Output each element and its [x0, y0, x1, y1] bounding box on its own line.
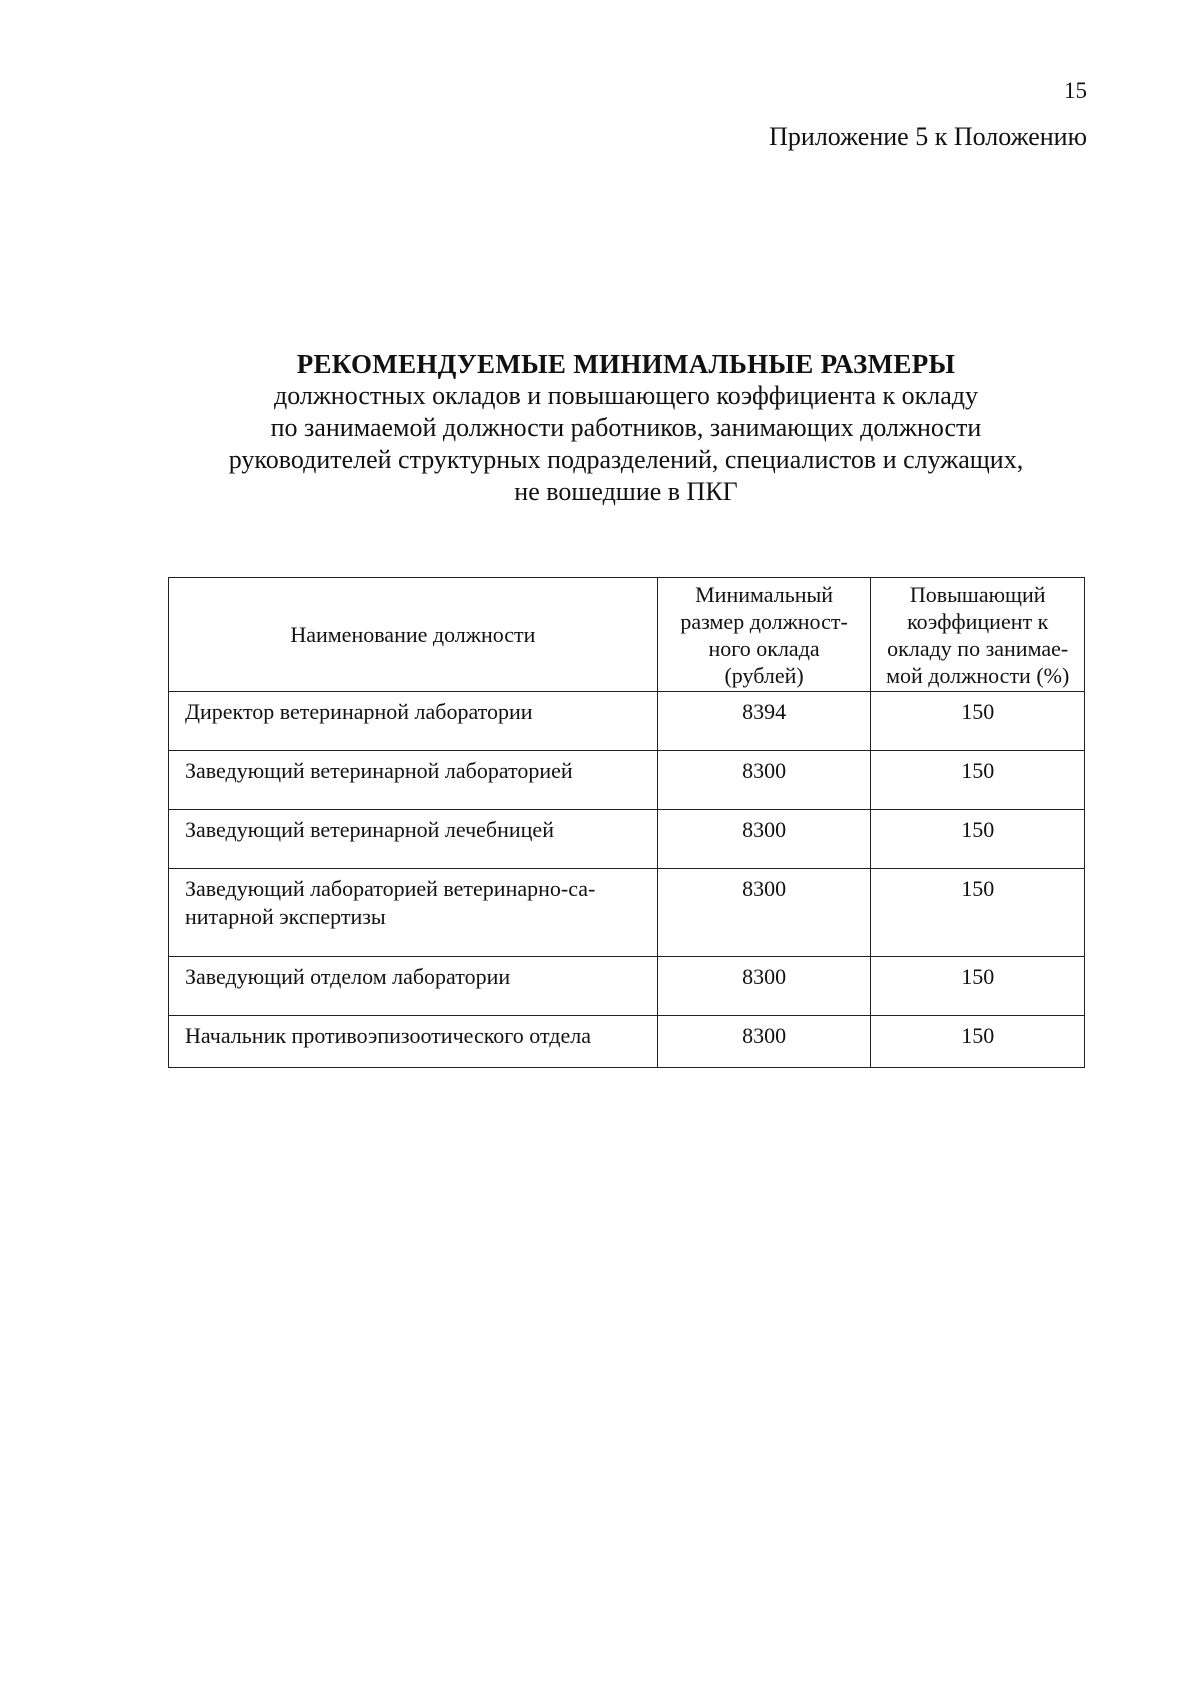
page-number: 15	[1064, 78, 1087, 103]
document-title: РЕКОМЕНДУЕМЫЕ МИНИМАЛЬНЫЕ РАЗМЕРЫ	[296, 349, 956, 379]
subtitle-line: не вошедшие в ПКГ	[514, 477, 738, 506]
min-salary: 8300	[657, 957, 871, 1016]
position-name: Заведующий ветеринарной лечебницей	[169, 810, 658, 869]
min-salary: 8300	[657, 751, 871, 810]
position-name: Директор ветеринарной лаборатории	[169, 692, 658, 751]
table-row	[169, 810, 1085, 869]
table-row	[169, 1016, 1085, 1068]
header-min-salary	[657, 578, 871, 692]
header-coefficient-line: коэффициент к	[907, 608, 1049, 634]
coefficient: 150	[871, 751, 1085, 810]
subtitle-line: должностных окладов и повышающего коэффициента к окладу	[273, 381, 979, 410]
table-row	[169, 692, 1085, 751]
coefficient: 150	[871, 957, 1085, 1016]
min-salary: 8300	[657, 810, 871, 869]
header-min-salary-line: ного оклада	[708, 635, 820, 661]
header-coefficient-line: Повышающий	[909, 581, 1046, 607]
header-coefficient-line: окладу по занимае-	[887, 635, 1069, 661]
subtitle-line: по занимаемой должности работников, занимающих должности	[270, 413, 982, 442]
table-row	[169, 751, 1085, 810]
position-name: Заведующий ветеринарной лабораторией	[169, 751, 658, 810]
position-name	[169, 869, 658, 957]
min-salary: 8300	[657, 1016, 871, 1068]
header-min-salary-line: Минимальный	[695, 581, 834, 607]
appendix-reference: Приложение 5 к Положению	[769, 122, 1087, 151]
min-salary: 8300	[657, 869, 871, 957]
min-salary: 8394	[657, 692, 871, 751]
positions-table	[168, 577, 1085, 1068]
header-min-salary-line: (рублей)	[724, 662, 804, 688]
coefficient: 150	[871, 869, 1085, 957]
subtitle-line: руководителей структурных подразделений, специалистов и служащих,	[228, 445, 1024, 474]
coefficient: 150	[871, 810, 1085, 869]
document-title-block	[0, 348, 1200, 508]
header-min-salary-line: размер должност-	[680, 608, 848, 634]
table-row	[169, 957, 1085, 1016]
header-position-name: Наименование должности	[169, 578, 658, 692]
position-name-line: Заведующий лабораторией ветеринарно-са-	[185, 876, 596, 901]
coefficient: 150	[871, 692, 1085, 751]
position-name: Начальник противоэпизоотического отдела	[169, 1016, 658, 1068]
header-coefficient	[871, 578, 1085, 692]
position-name: Заведующий отделом лаборатории	[169, 957, 658, 1016]
table-header-row	[169, 578, 1085, 692]
header-coefficient-line: мой должности (%)	[886, 662, 1070, 688]
table-row	[169, 869, 1085, 957]
coefficient: 150	[871, 1016, 1085, 1068]
position-name-line: нитарной экспертизы	[185, 904, 386, 929]
